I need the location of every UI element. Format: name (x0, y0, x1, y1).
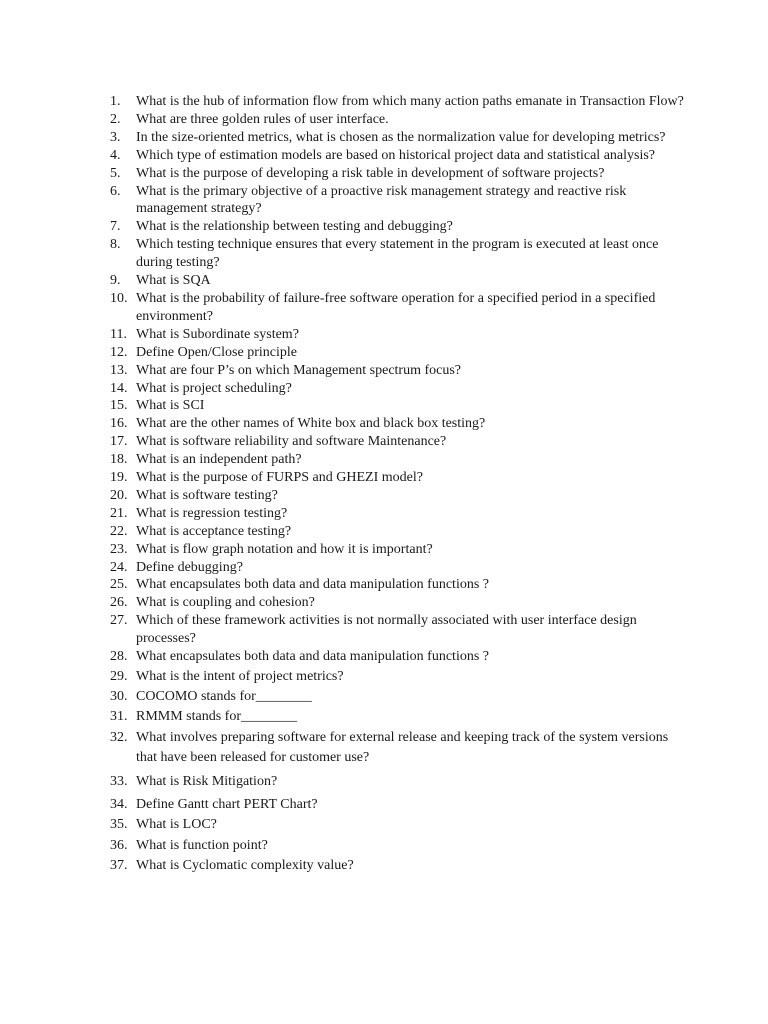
list-item (110, 183, 690, 219)
question-number: 7. (110, 219, 121, 235)
question-text: Which of these framework activities is not normally associated with user interface design processes? (136, 613, 637, 647)
question-text: What involves preparing software for external release and keeping track of the system versions that have been released for customer use? (136, 729, 669, 766)
question-number: 12. (110, 344, 128, 360)
question-text: What is software testing? (136, 487, 278, 503)
question-number: 31. (110, 708, 128, 724)
list-item (110, 523, 690, 541)
question-number: 24. (110, 559, 128, 575)
list-item (110, 469, 690, 487)
question-number: 35. (110, 817, 128, 833)
question-number: 33. (110, 774, 128, 790)
question-text: What is Subordinate system? (136, 326, 299, 342)
question-number: 30. (110, 688, 128, 704)
question-text: What is acceptance testing? (136, 523, 292, 539)
question-number: 8. (110, 237, 121, 253)
list-item (110, 612, 690, 648)
question-number: 36. (110, 837, 128, 853)
list-item (110, 668, 690, 686)
list-item (110, 272, 690, 290)
question-text: Define Gantt chart PERT Chart? (136, 796, 318, 812)
list-item (110, 397, 690, 415)
question-number: 9. (110, 273, 121, 289)
question-text: In the size-oriented metrics, what is chosen as the normalization value for developing metrics? (136, 129, 666, 145)
list-item (110, 856, 690, 877)
question-number: 14. (110, 380, 128, 396)
list-item (110, 505, 690, 523)
list-item (110, 111, 690, 129)
list-item (110, 795, 690, 816)
question-text: RMMM stands for________ (136, 708, 298, 724)
question-text: What is Risk Mitigation? (136, 774, 278, 790)
question-number: 3. (110, 129, 121, 145)
list-item (110, 594, 690, 612)
question-number: 10. (110, 290, 128, 306)
question-text: What is SQA (136, 273, 211, 289)
question-number: 18. (110, 452, 128, 468)
question-number: 1. (110, 94, 121, 109)
question-text: What is the primary objective of a proactive risk management strategy and reactive risk management strategy? (136, 183, 627, 217)
question-number: 28. (110, 649, 128, 665)
question-text: What is LOC? (136, 817, 217, 833)
question-number: 6. (110, 183, 121, 199)
question-number: 25. (110, 577, 128, 593)
list-item (110, 576, 690, 594)
list-item (110, 688, 690, 706)
list-item (110, 362, 690, 380)
list-item (110, 559, 690, 577)
question-text: What are four P’s on which Management spectrum focus? (136, 362, 462, 378)
question-text: What are the other names of White box and black box testing? (136, 416, 486, 432)
list-item (110, 836, 690, 857)
question-number: 23. (110, 541, 128, 557)
question-number: 11. (110, 326, 127, 342)
question-number: 4. (110, 147, 121, 163)
question-text: What is regression testing? (136, 505, 288, 521)
question-number: 16. (110, 416, 128, 432)
question-text: What is the intent of project metrics? (136, 669, 344, 684)
question-text: What is Cyclomatic complexity value? (136, 858, 354, 874)
question-number: 17. (110, 434, 128, 450)
question-text: Define debugging? (136, 559, 243, 575)
list-item (110, 326, 690, 344)
list-item (110, 728, 690, 769)
list-item (110, 541, 690, 559)
question-number: 19. (110, 470, 128, 486)
question-text: What is an independent path? (136, 452, 302, 468)
question-number: 21. (110, 505, 128, 521)
question-text: What is software reliability and software Maintenance? (136, 434, 447, 450)
list-item (110, 344, 690, 362)
question-number: 34. (110, 796, 128, 812)
question-number: 37. (110, 858, 128, 874)
question-text: What is the purpose of developing a risk table in development of software projects? (136, 165, 605, 181)
question-number: 13. (110, 362, 128, 378)
question-number: 29. (110, 669, 128, 684)
list-item (110, 129, 690, 147)
list-item (110, 380, 690, 398)
question-text: COCOMO stands for________ (136, 688, 312, 704)
list-item (110, 815, 690, 836)
question-number: 22. (110, 523, 128, 539)
question-text: Which testing technique ensures that every statement in the program is executed at least once during testing? (136, 237, 659, 271)
question-text: What is the probability of failure-free software operation for a specified period in a specified environment? (136, 290, 656, 324)
question-text: Which type of estimation models are based on historical project data and statistical analysis? (136, 147, 656, 163)
list-item (110, 415, 690, 433)
question-number: 32. (110, 729, 128, 745)
question-number: 5. (110, 165, 121, 181)
question-text: What encapsulates both data and data manipulation functions ? (136, 577, 489, 593)
question-text: What is function point? (136, 837, 268, 853)
list-item (110, 290, 690, 326)
question-text: What is the relationship between testing and debugging? (136, 219, 453, 235)
question-text: What is SCI (136, 398, 205, 414)
list-item (110, 147, 690, 165)
list-item (110, 433, 690, 451)
question-number: 15. (110, 398, 128, 414)
list-item (110, 165, 690, 183)
list-item (110, 772, 690, 793)
list-item (110, 93, 690, 111)
question-text: What is the purpose of FURPS and GHEZI model? (136, 470, 423, 486)
list-item (110, 487, 690, 505)
question-number: 27. (110, 613, 128, 629)
question-number: 26. (110, 595, 128, 611)
question-number: 20. (110, 487, 128, 503)
question-text: Define Open/Close principle (136, 344, 297, 360)
list-item (110, 648, 690, 666)
question-text: What is the hub of information flow from which many action paths emanate in Transaction Flow? (136, 94, 684, 109)
list-item (110, 708, 690, 726)
list-item (110, 451, 690, 469)
question-number: 2. (110, 111, 121, 127)
question-list (110, 93, 690, 877)
question-text: What are three golden rules of user interface. (136, 111, 389, 127)
question-text: What is coupling and cohesion? (136, 595, 315, 611)
question-text: What is flow graph notation and how it is important? (136, 541, 433, 557)
question-text: What is project scheduling? (136, 380, 292, 396)
list-item (110, 218, 690, 236)
list-item (110, 236, 690, 272)
question-text: What encapsulates both data and data manipulation functions ? (136, 649, 489, 665)
